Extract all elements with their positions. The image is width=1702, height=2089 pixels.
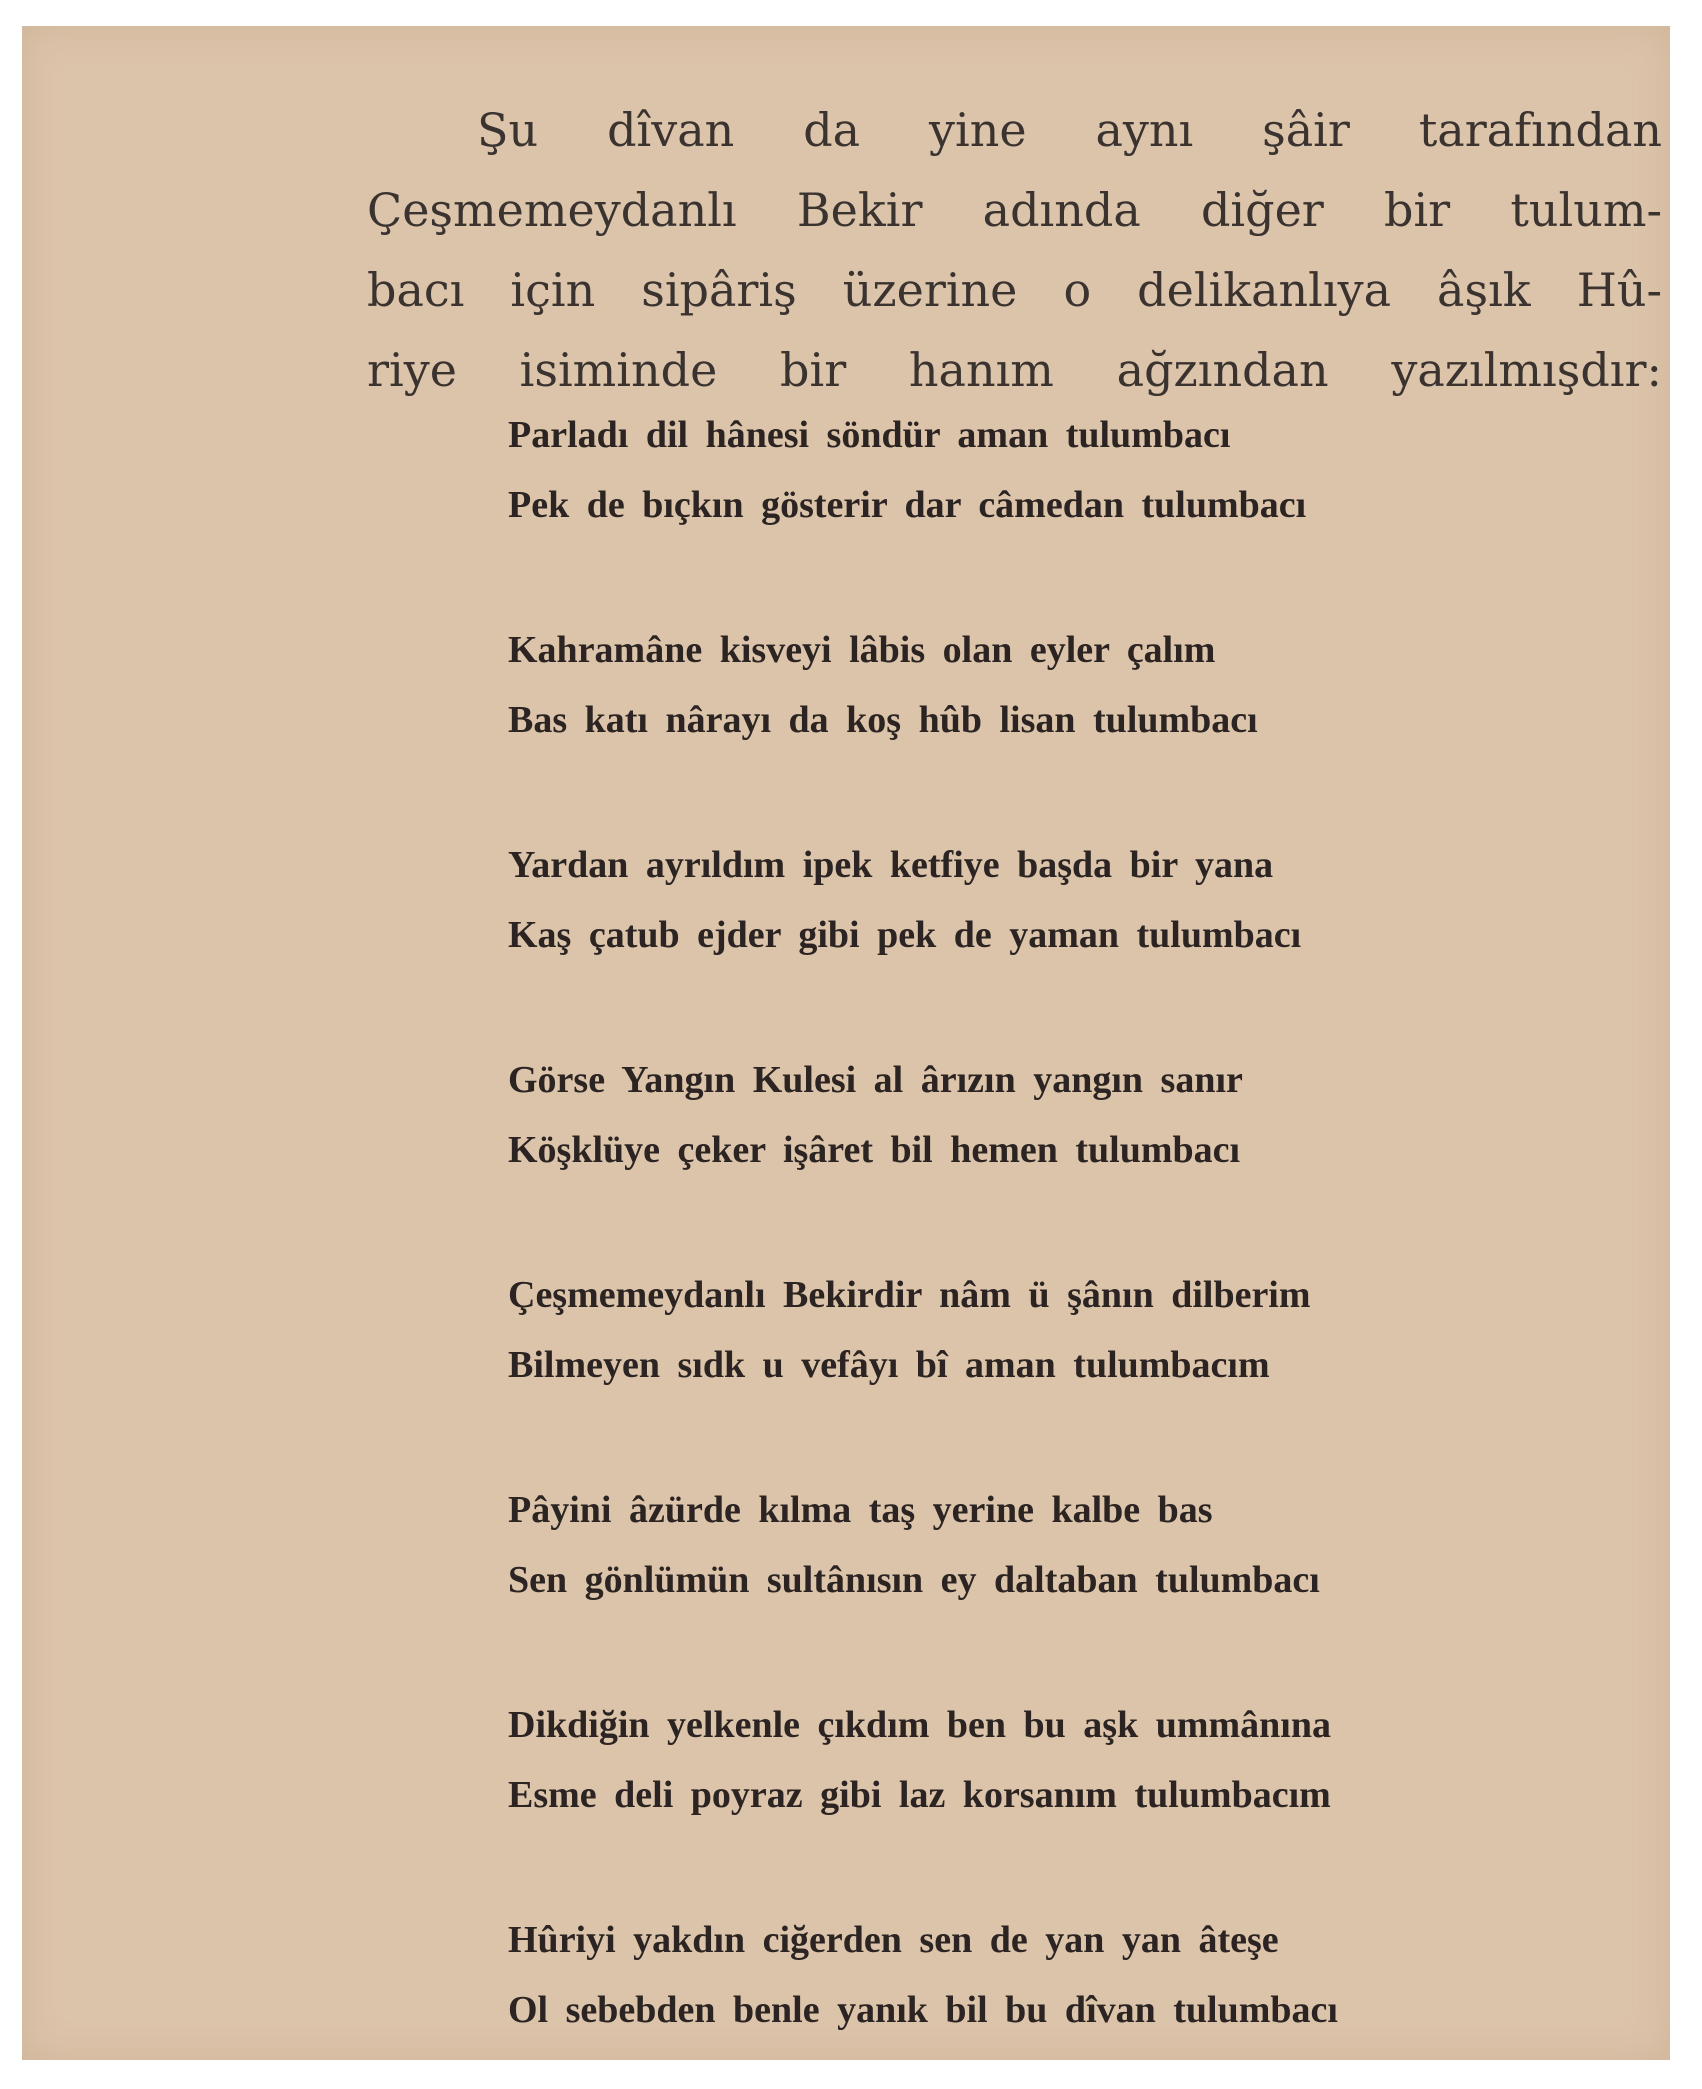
stanza [508, 1260, 1608, 1400]
verse-line: Pek de bıçkın gösterir dar câmedan tulumbacı [508, 484, 1307, 526]
stanza [508, 1475, 1608, 1615]
verse-line: Parladı dil hânesi söndür aman tulumbacı [508, 414, 1231, 456]
stanza [508, 615, 1608, 755]
intro-line: bacı için sipâriş üzerine o delikanlıya âşık Hû- [367, 263, 1662, 317]
stanza [508, 1905, 1608, 2045]
stanza [508, 400, 1608, 540]
verse-line: Çeşmemeydanlı Bekirdir nâm ü şânın dilberim [508, 1274, 1311, 1316]
verse-line: Pâyini âzürde kılma taş yerine kalbe bas [508, 1489, 1213, 1531]
verse-line: Kaş çatub ejder gibi pek de yaman tulumbacı [508, 914, 1302, 956]
stanza [508, 1690, 1608, 1830]
verse-line: Sen gönlümün sultânısın ey daltaban tulumbacı [508, 1559, 1320, 1601]
verse-line: Hûriyi yakdın ciğerden sen de yan yan âteşe [508, 1919, 1279, 1961]
verse-line: Köşklüye çeker işâret bil hemen tulumbacı [508, 1129, 1241, 1171]
verse-line: Esme deli poyraz gibi laz korsanım tulumbacım [508, 1774, 1331, 1816]
intro-line: Şu dîvan da yine aynı şâir tarafından [477, 103, 1662, 157]
intro-line: riye isiminde bir hanım ağzından yazılmışdır: [367, 343, 1662, 397]
verse-line: Bilmeyen sıdk u vefâyı bî aman tulumbacım [508, 1344, 1270, 1386]
verse-line: Yardan ayrıldım ipek ketfiye başda bir yana [508, 844, 1274, 886]
verse-line: Ol sebebden benle yanık bil bu dîvan tulumbacı [508, 1989, 1338, 2031]
intro-line: Çeşmemeydanlı Bekir adında diğer bir tulum- [367, 183, 1662, 237]
verse-line: Bas katı nârayı da koş hûb lisan tulumbacı [508, 699, 1258, 741]
verse-line: Dikdiğin yelkenle çıkdım ben bu aşk ummânına [508, 1704, 1331, 1746]
verse-line: Görse Yangın Kulesi al ârızın yangın sanır [508, 1059, 1243, 1101]
stanza [508, 1045, 1608, 1185]
intro-paragraph [367, 90, 1662, 410]
verse-line: Kahramâne kisveyi lâbis olan eyler çalım [508, 629, 1216, 671]
stanza [508, 830, 1608, 970]
